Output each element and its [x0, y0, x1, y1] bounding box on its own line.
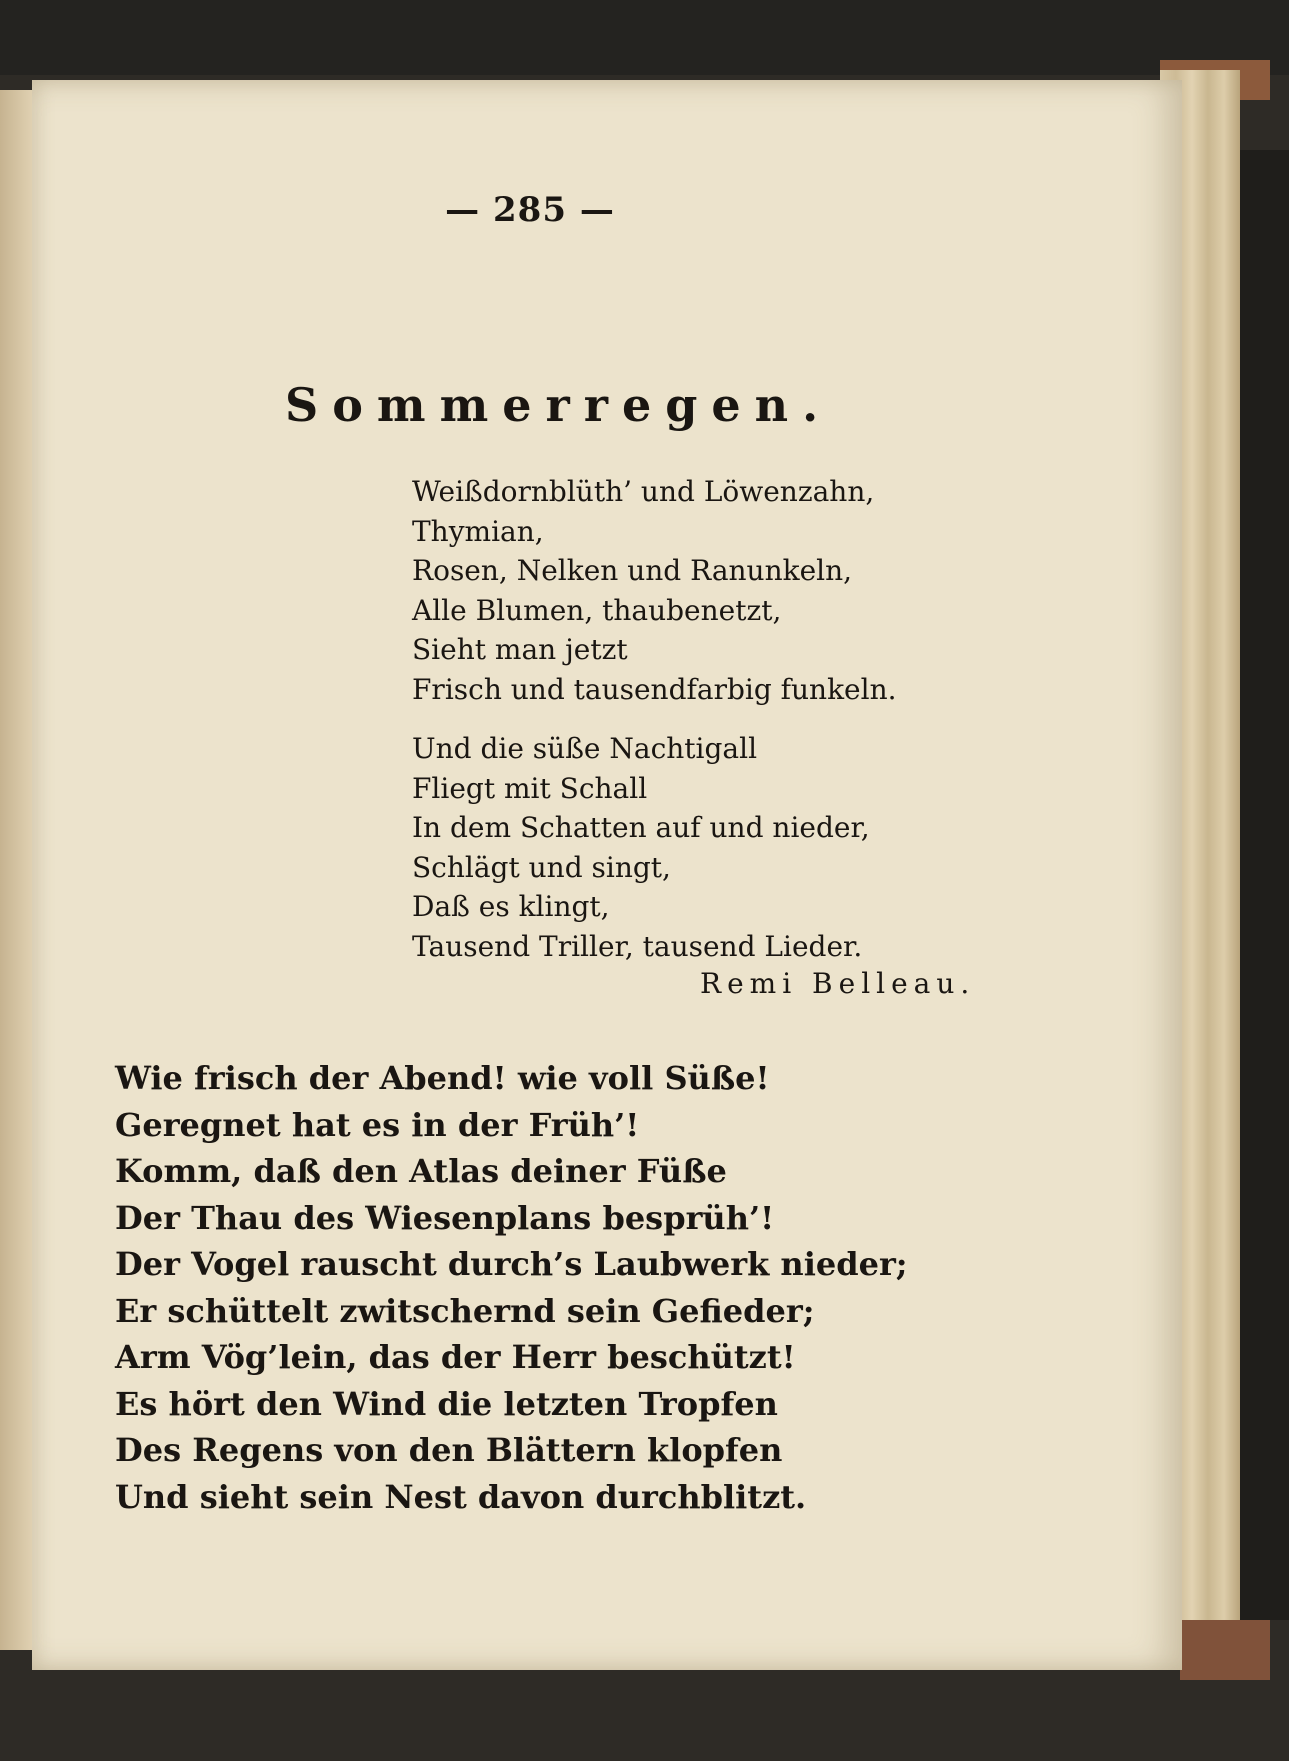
- leather-binding-bottom: [1180, 1620, 1270, 1680]
- verse-line: Und die süße Nachtigall: [412, 732, 758, 765]
- verse-line: Er schüttelt zwitschernd sein Gefieder;: [115, 1291, 815, 1330]
- verse-line: Daß es klingt,: [412, 890, 610, 923]
- verse-line: Der Vogel rauscht durch’s Laubwerk nieder;: [115, 1245, 908, 1283]
- verse-line: Rosen, Nelken und Ranunkeln,: [412, 554, 853, 587]
- poem-body: [115, 1055, 908, 1520]
- book-cover-right: [1239, 150, 1289, 1620]
- book-cover-top: [0, 0, 1289, 75]
- verse-line: In dem Schatten auf und nieder,: [412, 811, 870, 844]
- verse-line: Und sieht sein Nest davon durchblitzt.: [115, 1477, 807, 1516]
- verse-line: Frisch und tausendfarbig funkeln.: [412, 672, 897, 706]
- verse-line: Des Regens von den Blättern klopfen: [115, 1431, 783, 1469]
- verse-line: Tausend Triller, tausend Lieder.: [412, 929, 863, 963]
- verse-line: Alle Blumen, thaubenetzt,: [412, 593, 782, 627]
- verse-line: Thymian,: [412, 514, 544, 548]
- verse-line: Weißdornblüth’ und Löwenzahn,: [412, 475, 875, 508]
- stanza-1: [412, 472, 897, 709]
- verse-line: Komm, daß den Atlas deiner Füße: [115, 1152, 727, 1190]
- verse-line: Wie frisch der Abend! wie voll Süße!: [115, 1059, 770, 1097]
- verse-line: Schlägt und singt,: [412, 850, 671, 884]
- verse-line: Sieht man jetzt: [412, 633, 628, 666]
- verse-line: Es hört den Wind die letzten Tropfen: [115, 1384, 778, 1423]
- poem-title: Sommerregen.: [285, 378, 833, 432]
- author-attribution: Remi Belleau.: [700, 967, 976, 1000]
- page-number: — 285 —: [445, 190, 615, 230]
- verse-line: Fliegt mit Schall: [412, 771, 648, 805]
- verse-line: Geregnet hat es in der Früh’!: [115, 1105, 640, 1144]
- verse-line: Der Thau des Wiesenplans besprüh’!: [115, 1198, 775, 1237]
- verse-line: Arm Vög’lein, das der Herr beschützt!: [115, 1338, 796, 1376]
- stanza-2: [412, 729, 870, 966]
